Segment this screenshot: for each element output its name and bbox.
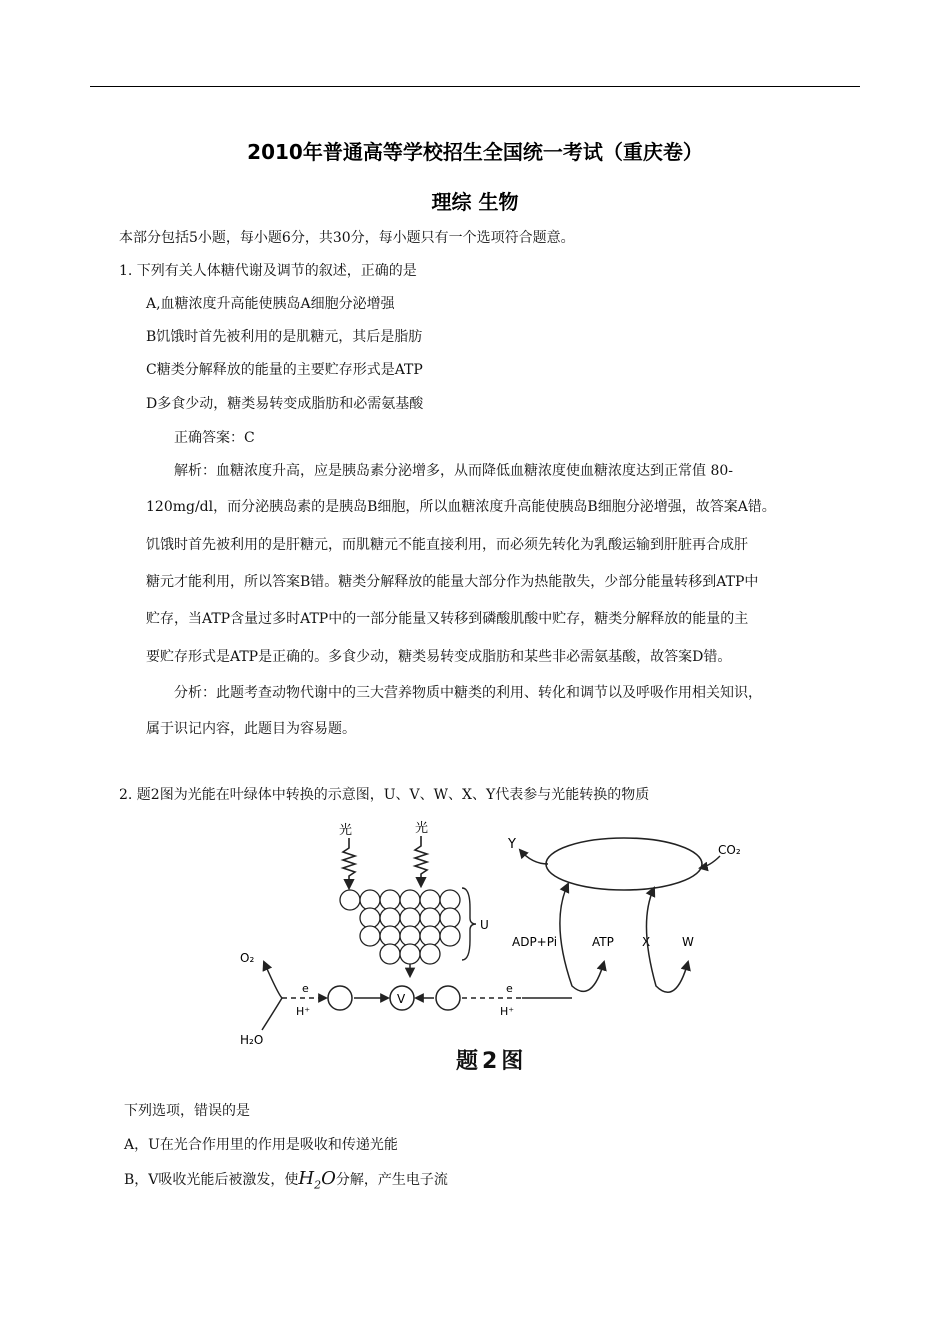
- q1-explanation-line: 糖元才能利用，所以答案B错。糖类分解释放的能量大部分作为热能散失，少部分能量转移到ATP中: [146, 574, 759, 590]
- q2-stem: 2. 题2图为光能在叶绿体中转换的示意图，U、V、W、X、Y代表参与光能转换的物质: [119, 787, 650, 803]
- x-label: X: [642, 935, 651, 949]
- q1-option-b: B饥饿时首先被利用的是肌糖元，其后是脂肪: [146, 329, 423, 345]
- q1-explanation-line: 要贮存形式是ATP是正确的。多食少动，糖类易转变成脂肪和某些非必需氨基酸，故答案D错。: [146, 649, 732, 665]
- light-zigzag-1: [343, 838, 355, 888]
- e-label-right: e: [506, 982, 513, 995]
- q1-stem: 1. 下列有关人体糖代谢及调节的叙述，正确的是: [119, 263, 417, 279]
- q1-explanation-line: 贮存，当ATP含量过多时ATP中的一部分能量又转移到磷酸肌酸中贮存，糖类分解释放的能量的主: [146, 611, 749, 627]
- light-label-2: 光: [415, 821, 429, 836]
- cycle-ellipse: [546, 838, 702, 890]
- q1-option-d: D多食少动，糖类易转变成脂肪和必需氨基酸: [146, 396, 424, 412]
- light-label-1: 光: [339, 823, 353, 838]
- e-label-left: e: [302, 982, 309, 995]
- pigment-cluster: [340, 890, 460, 964]
- q2-prompt: 下列选项，错误的是: [124, 1103, 250, 1119]
- header-rule: [90, 86, 860, 87]
- co2-label: CO₂: [718, 843, 741, 857]
- q2-option-b-prefix: B，V吸收光能后被激发，使: [124, 1172, 299, 1188]
- q1-explanation-line: 120mg/dl，而分泌胰岛素的是胰岛B细胞，所以血糖浓度升高能使胰岛B细胞分泌增强，故答案A错。: [146, 499, 776, 515]
- v-label: V: [397, 992, 406, 1006]
- figure-caption: 题2图: [456, 1049, 528, 1074]
- q2-option-b-suffix: 分解，产生电子流: [335, 1172, 448, 1188]
- y-arrow: [520, 850, 548, 864]
- h2o-label: H₂O: [240, 1033, 264, 1047]
- light-zigzag-2: [415, 836, 427, 886]
- o2-label: O₂: [240, 951, 255, 965]
- q1-option-c: C糖类分解释放的能量的主要贮存形式是ATP: [146, 362, 423, 378]
- exam-title: 2010年普通高等学校招生全国统一考试（重庆卷）: [247, 140, 703, 164]
- w-label: W: [682, 935, 694, 949]
- h-label-right: H⁺: [500, 1005, 515, 1018]
- carrier-circle: [328, 986, 352, 1010]
- u-label: U: [480, 918, 489, 932]
- h2o-formula: $H_2O$: [298, 1168, 336, 1192]
- q1-explanation-line: 饥饿时首先被利用的是肝糖元，而肌糖元不能直接利用，而必须先转化为乳酸运输到肝脏再合成肝: [146, 537, 748, 553]
- h-label-left: H⁺: [296, 1005, 311, 1018]
- q1-explanation-line: 解析：血糖浓度升高，应是胰岛素分泌增多，从而降低血糖浓度使血糖浓度达到正常值 80-: [174, 463, 733, 479]
- atp-label: ATP: [592, 935, 614, 949]
- adp-label: ADP+Pi: [512, 935, 558, 949]
- exam-subtitle: 理综 生物: [431, 190, 519, 214]
- co2-arrow: [700, 856, 720, 868]
- q1-analysis-line: 分析：此题考查动物代谢中的三大营养物质中糖类的利用、转化和调节以及呼吸作用相关知识，: [174, 685, 762, 701]
- water-split-curve: [262, 962, 282, 1030]
- q1-option-a: A,血糖浓度升高能使胰岛A细胞分泌增强: [146, 296, 395, 312]
- u-brace: [462, 888, 476, 960]
- q2-option-a: A，U在光合作用里的作用是吸收和传递光能: [124, 1137, 398, 1153]
- q2-option-b: [124, 1169, 448, 1196]
- carrier-circle: [436, 986, 460, 1010]
- q1-analysis-line: 属于识记内容，此题目为容易题。: [146, 721, 356, 737]
- intro-text: 本部分包括5小题，每小题6分，共30分，每小题只有一个选项符合题意。: [119, 230, 575, 246]
- q1-answer: 正确答案：C: [174, 430, 255, 446]
- y-label: Y: [508, 837, 516, 852]
- calvin-cycle-diagram: [492, 812, 772, 1012]
